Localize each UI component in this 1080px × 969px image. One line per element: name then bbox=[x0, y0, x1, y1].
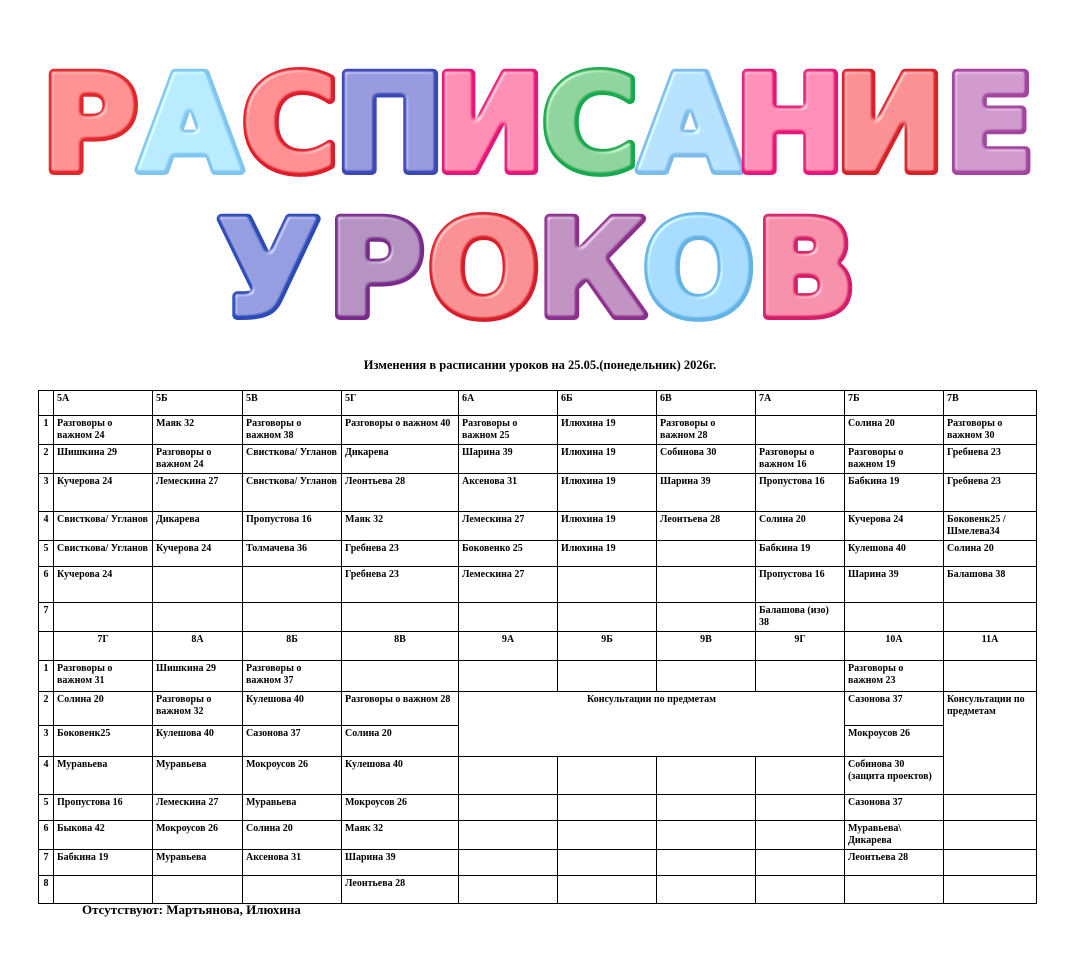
class-header: 9Г bbox=[756, 632, 845, 661]
lesson-cell: Кулешова 40 bbox=[342, 757, 459, 795]
lesson-row bbox=[39, 821, 1037, 850]
lesson-number: 2 bbox=[39, 692, 54, 726]
class-header: 11А bbox=[944, 632, 1037, 661]
lesson-cell: Лемескина 27 bbox=[153, 474, 243, 512]
lesson-cell bbox=[243, 603, 342, 632]
class-header: 8В bbox=[342, 632, 459, 661]
lesson-number: 1 bbox=[39, 661, 54, 692]
lesson-cell: Мокроусов 26 bbox=[845, 726, 944, 757]
lesson-row bbox=[39, 757, 1037, 795]
banner-line-2 bbox=[218, 193, 857, 345]
lesson-cell bbox=[657, 795, 756, 821]
banner-letter: А bbox=[638, 48, 742, 202]
lesson-cell bbox=[756, 850, 845, 876]
lesson-cell bbox=[459, 757, 558, 795]
lesson-cell: Шарина 39 bbox=[459, 445, 558, 474]
lesson-cell: Шарина 39 bbox=[845, 567, 944, 603]
lesson-number: 1 bbox=[39, 416, 54, 445]
lesson-cell: Бабкина 19 bbox=[845, 474, 944, 512]
lesson-cell: Разговоры о важном 24 bbox=[153, 445, 243, 474]
consultations-11a-cell: Консультации по предметам bbox=[944, 692, 1037, 795]
lesson-cell: Мокроусов 26 bbox=[153, 821, 243, 850]
lesson-cell bbox=[657, 567, 756, 603]
banner-letter: Н bbox=[734, 48, 846, 202]
lesson-number: 4 bbox=[39, 512, 54, 541]
lesson-cell bbox=[459, 876, 558, 904]
lesson-cell: Разговоры о важном 19 bbox=[845, 445, 944, 474]
lesson-cell: Пропустова 16 bbox=[756, 474, 845, 512]
lesson-cell: Леонтьева 28 bbox=[342, 474, 459, 512]
lesson-cell: Разговоры о важном 31 bbox=[54, 661, 153, 692]
lesson-cell: Разговоры о важном 32 bbox=[153, 692, 243, 726]
lesson-cell bbox=[944, 795, 1037, 821]
lesson-cell bbox=[558, 821, 657, 850]
lesson-row bbox=[39, 474, 1037, 512]
lesson-cell: Разговоры о важном 30 bbox=[944, 416, 1037, 445]
lesson-cell bbox=[845, 603, 944, 632]
lesson-cell: Толмачева 36 bbox=[243, 541, 342, 567]
lesson-row bbox=[39, 541, 1037, 567]
lesson-cell: Кучерова 24 bbox=[54, 567, 153, 603]
lesson-cell: Леонтьева 28 bbox=[657, 512, 756, 541]
class-header: 8Б bbox=[243, 632, 342, 661]
lesson-row bbox=[39, 876, 1037, 904]
lesson-cell: Разговоры о важном 16 bbox=[756, 445, 845, 474]
lesson-cell: Разговоры о важном 38 bbox=[243, 416, 342, 445]
lesson-cell bbox=[459, 850, 558, 876]
lesson-cell bbox=[558, 876, 657, 904]
banner-letter: С bbox=[241, 48, 339, 202]
lesson-cell: Бабкина 19 bbox=[54, 850, 153, 876]
banner-line-1 bbox=[42, 48, 1035, 202]
lesson-cell: Шарина 39 bbox=[342, 850, 459, 876]
lesson-cell bbox=[459, 603, 558, 632]
lesson-cell bbox=[558, 757, 657, 795]
consultations-cell: Консультации по предметам bbox=[459, 692, 845, 757]
lesson-cell bbox=[558, 603, 657, 632]
lesson-cell bbox=[54, 876, 153, 904]
banner-letter: С bbox=[541, 48, 639, 202]
lesson-cell bbox=[657, 757, 756, 795]
lesson-cell: Дикарева bbox=[342, 445, 459, 474]
lesson-cell: Кучерова 24 bbox=[845, 512, 944, 541]
absent-teachers: Отсутствуют: Мартьянова, Илюхина bbox=[82, 902, 301, 917]
class-header: 8А bbox=[153, 632, 243, 661]
lesson-cell bbox=[243, 876, 342, 904]
lesson-row bbox=[39, 692, 1037, 726]
lesson-cell: Солина 20 bbox=[54, 692, 153, 726]
lesson-cell: Пропустова 16 bbox=[756, 567, 845, 603]
lesson-cell: Боковенко 25 bbox=[459, 541, 558, 567]
lesson-cell bbox=[342, 661, 459, 692]
lesson-cell bbox=[243, 567, 342, 603]
lesson-number: 8 bbox=[39, 876, 54, 904]
lesson-cell: Разговоры о важном 28 bbox=[657, 416, 756, 445]
lesson-cell: Илюхина 19 bbox=[558, 416, 657, 445]
banner-letter: И bbox=[434, 48, 546, 202]
lesson-cell: Балашова (изо) 38 bbox=[756, 603, 845, 632]
lesson-cell bbox=[944, 876, 1037, 904]
lesson-cell: Разговоры о важном 25 bbox=[459, 416, 558, 445]
lesson-cell: Илюхина 19 bbox=[558, 474, 657, 512]
lesson-cell bbox=[657, 661, 756, 692]
lesson-cell bbox=[459, 821, 558, 850]
row-number bbox=[39, 632, 54, 661]
lesson-cell: Мокроусов 26 bbox=[342, 795, 459, 821]
lesson-row bbox=[39, 603, 1037, 632]
banner-letter: Е bbox=[944, 48, 1036, 202]
row-number bbox=[39, 391, 54, 416]
class-header: 6Б bbox=[558, 391, 657, 416]
lesson-cell bbox=[845, 876, 944, 904]
lesson-cell: Разговоры о важном 37 bbox=[243, 661, 342, 692]
lesson-cell: Маяк 32 bbox=[342, 512, 459, 541]
lesson-cell: Разговоры о важном 23 bbox=[845, 661, 944, 692]
lesson-cell bbox=[944, 603, 1037, 632]
lesson-cell: Бабкина 19 bbox=[756, 541, 845, 567]
lesson-cell: Солина 20 bbox=[756, 512, 845, 541]
banner-letter: П bbox=[334, 48, 446, 202]
lesson-number: 3 bbox=[39, 726, 54, 757]
lesson-cell: Разговоры о важном 40 bbox=[342, 416, 459, 445]
class-header: 9А bbox=[459, 632, 558, 661]
lesson-cell: Солина 20 bbox=[944, 541, 1037, 567]
lesson-cell: Разговоры о важном 28 bbox=[342, 692, 459, 726]
lesson-cell: Леонтьева 28 bbox=[845, 850, 944, 876]
banner-letter: У bbox=[217, 193, 320, 345]
lesson-number: 6 bbox=[39, 567, 54, 603]
lesson-row bbox=[39, 795, 1037, 821]
lesson-cell: Илюхина 19 bbox=[558, 445, 657, 474]
lesson-cell bbox=[153, 876, 243, 904]
lesson-cell: Мокроусов 26 bbox=[243, 757, 342, 795]
lesson-number: 6 bbox=[39, 821, 54, 850]
changes-subtitle: Изменения в расписании уроков на 25.05.(понедельник) 2026г. bbox=[363, 358, 717, 372]
lesson-cell: Муравьева bbox=[54, 757, 153, 795]
lesson-cell: Разговоры о важном 24 bbox=[54, 416, 153, 445]
lesson-cell bbox=[944, 821, 1037, 850]
banner-letter: А bbox=[138, 48, 242, 202]
lesson-number: 3 bbox=[39, 474, 54, 512]
class-header: 7В bbox=[944, 391, 1037, 416]
lesson-cell: Муравьева\ Дикарева bbox=[845, 821, 944, 850]
class-header: 6В bbox=[657, 391, 756, 416]
lesson-cell: Шарина 39 bbox=[657, 474, 756, 512]
class-header: 7Б bbox=[845, 391, 944, 416]
class-header: 5А bbox=[54, 391, 153, 416]
lesson-row bbox=[39, 512, 1037, 541]
lesson-cell: Муравьева bbox=[153, 850, 243, 876]
lesson-number: 7 bbox=[39, 603, 54, 632]
lesson-cell: Пропустова 16 bbox=[243, 512, 342, 541]
lesson-cell: Солина 20 bbox=[342, 726, 459, 757]
banner-letter: В bbox=[755, 193, 857, 345]
lesson-cell bbox=[558, 567, 657, 603]
banner-letter: И bbox=[834, 48, 946, 202]
lesson-cell bbox=[558, 661, 657, 692]
lesson-cell: Аксенова 31 bbox=[459, 474, 558, 512]
lesson-cell: Лемескина 27 bbox=[459, 567, 558, 603]
lesson-cell bbox=[657, 541, 756, 567]
lesson-number: 5 bbox=[39, 795, 54, 821]
lesson-cell: Илюхина 19 bbox=[558, 512, 657, 541]
lesson-cell bbox=[54, 603, 153, 632]
lesson-cell: Муравьева bbox=[153, 757, 243, 795]
lesson-cell bbox=[756, 661, 845, 692]
lesson-cell: Аксенова 31 bbox=[243, 850, 342, 876]
lesson-cell: Кулешова 40 bbox=[153, 726, 243, 757]
lesson-number: 4 bbox=[39, 757, 54, 795]
class-header: 9Б bbox=[558, 632, 657, 661]
lesson-cell: Маяк 32 bbox=[153, 416, 243, 445]
schedule-banner bbox=[0, 0, 1080, 345]
lesson-cell bbox=[756, 795, 845, 821]
lesson-cell bbox=[756, 821, 845, 850]
lesson-cell: Собинова 30 (защита проектов) bbox=[845, 757, 944, 795]
lesson-cell bbox=[459, 661, 558, 692]
lesson-cell bbox=[153, 603, 243, 632]
lesson-cell: Сазонова 37 bbox=[243, 726, 342, 757]
lesson-cell: Шишкина 29 bbox=[54, 445, 153, 474]
class-header: 5Г bbox=[342, 391, 459, 416]
lesson-cell bbox=[153, 567, 243, 603]
lesson-cell: Боковенк25 /Шмелева34 bbox=[944, 512, 1037, 541]
banner-letter: Р bbox=[327, 193, 425, 345]
lesson-cell: Боковенк25 bbox=[54, 726, 153, 757]
lesson-cell: Свисткова/ Угланов bbox=[54, 512, 153, 541]
lesson-cell bbox=[657, 821, 756, 850]
lesson-row bbox=[39, 445, 1037, 474]
lesson-cell: Кучерова 24 bbox=[54, 474, 153, 512]
lesson-cell: Кучерова 24 bbox=[153, 541, 243, 567]
lesson-cell bbox=[944, 850, 1037, 876]
lesson-row bbox=[39, 850, 1037, 876]
lesson-cell: Пропустова 16 bbox=[54, 795, 153, 821]
banner-letter: К bbox=[537, 193, 646, 345]
lesson-cell: Гребнева 23 bbox=[944, 474, 1037, 512]
lesson-cell: Сазонова 37 bbox=[845, 795, 944, 821]
class-header: 5Б bbox=[153, 391, 243, 416]
class-header-row bbox=[39, 391, 1037, 416]
lesson-number: 2 bbox=[39, 445, 54, 474]
banner-letter: Р bbox=[41, 48, 139, 202]
lesson-cell bbox=[342, 603, 459, 632]
lesson-cell: Лемескина 27 bbox=[153, 795, 243, 821]
lesson-cell: Гребнева 23 bbox=[342, 567, 459, 603]
class-header: 9В bbox=[657, 632, 756, 661]
lesson-number: 7 bbox=[39, 850, 54, 876]
class-header-row bbox=[39, 632, 1037, 661]
lesson-cell bbox=[657, 850, 756, 876]
lesson-cell bbox=[756, 416, 845, 445]
lesson-cell: Шишкина 29 bbox=[153, 661, 243, 692]
lesson-cell: Гребнева 23 bbox=[342, 541, 459, 567]
lesson-cell: Собинова 30 bbox=[657, 445, 756, 474]
lesson-cell: Маяк 32 bbox=[342, 821, 459, 850]
lesson-cell: Лемескина 27 bbox=[459, 512, 558, 541]
schedule-table bbox=[38, 390, 1037, 904]
lesson-cell: Муравьева bbox=[243, 795, 342, 821]
lesson-cell: Быкова 42 bbox=[54, 821, 153, 850]
lesson-cell bbox=[558, 795, 657, 821]
lesson-cell: Кулешова 40 bbox=[845, 541, 944, 567]
lesson-cell: Свисткова/ Угланов bbox=[243, 474, 342, 512]
class-header: 5В bbox=[243, 391, 342, 416]
lesson-number: 5 bbox=[39, 541, 54, 567]
class-header: 7А bbox=[756, 391, 845, 416]
lesson-cell bbox=[558, 850, 657, 876]
lesson-cell: Свисткова/ Угланов bbox=[54, 541, 153, 567]
lesson-cell: Сазонова 37 bbox=[845, 692, 944, 726]
lesson-cell bbox=[756, 757, 845, 795]
class-header: 10А bbox=[845, 632, 944, 661]
lesson-cell bbox=[657, 603, 756, 632]
class-header: 6А bbox=[459, 391, 558, 416]
banner-letter: О bbox=[642, 193, 755, 345]
lesson-row bbox=[39, 661, 1037, 692]
lesson-cell: Кулешова 40 bbox=[243, 692, 342, 726]
lesson-cell: Гребнева 23 bbox=[944, 445, 1037, 474]
lesson-row bbox=[39, 567, 1037, 603]
lesson-cell bbox=[944, 661, 1037, 692]
lesson-row bbox=[39, 416, 1037, 445]
lesson-cell: Балашова 38 bbox=[944, 567, 1037, 603]
lesson-cell: Леонтьева 28 bbox=[342, 876, 459, 904]
lesson-cell bbox=[756, 876, 845, 904]
class-header: 7Г bbox=[54, 632, 153, 661]
lesson-cell: Солина 20 bbox=[845, 416, 944, 445]
lesson-cell bbox=[459, 795, 558, 821]
banner-letter: О bbox=[427, 193, 540, 345]
lesson-cell: Свисткова/ Угланов bbox=[243, 445, 342, 474]
lesson-cell: Илюхина 19 bbox=[558, 541, 657, 567]
lesson-cell bbox=[657, 876, 756, 904]
lesson-cell: Солина 20 bbox=[243, 821, 342, 850]
lesson-cell: Дикарева bbox=[153, 512, 243, 541]
